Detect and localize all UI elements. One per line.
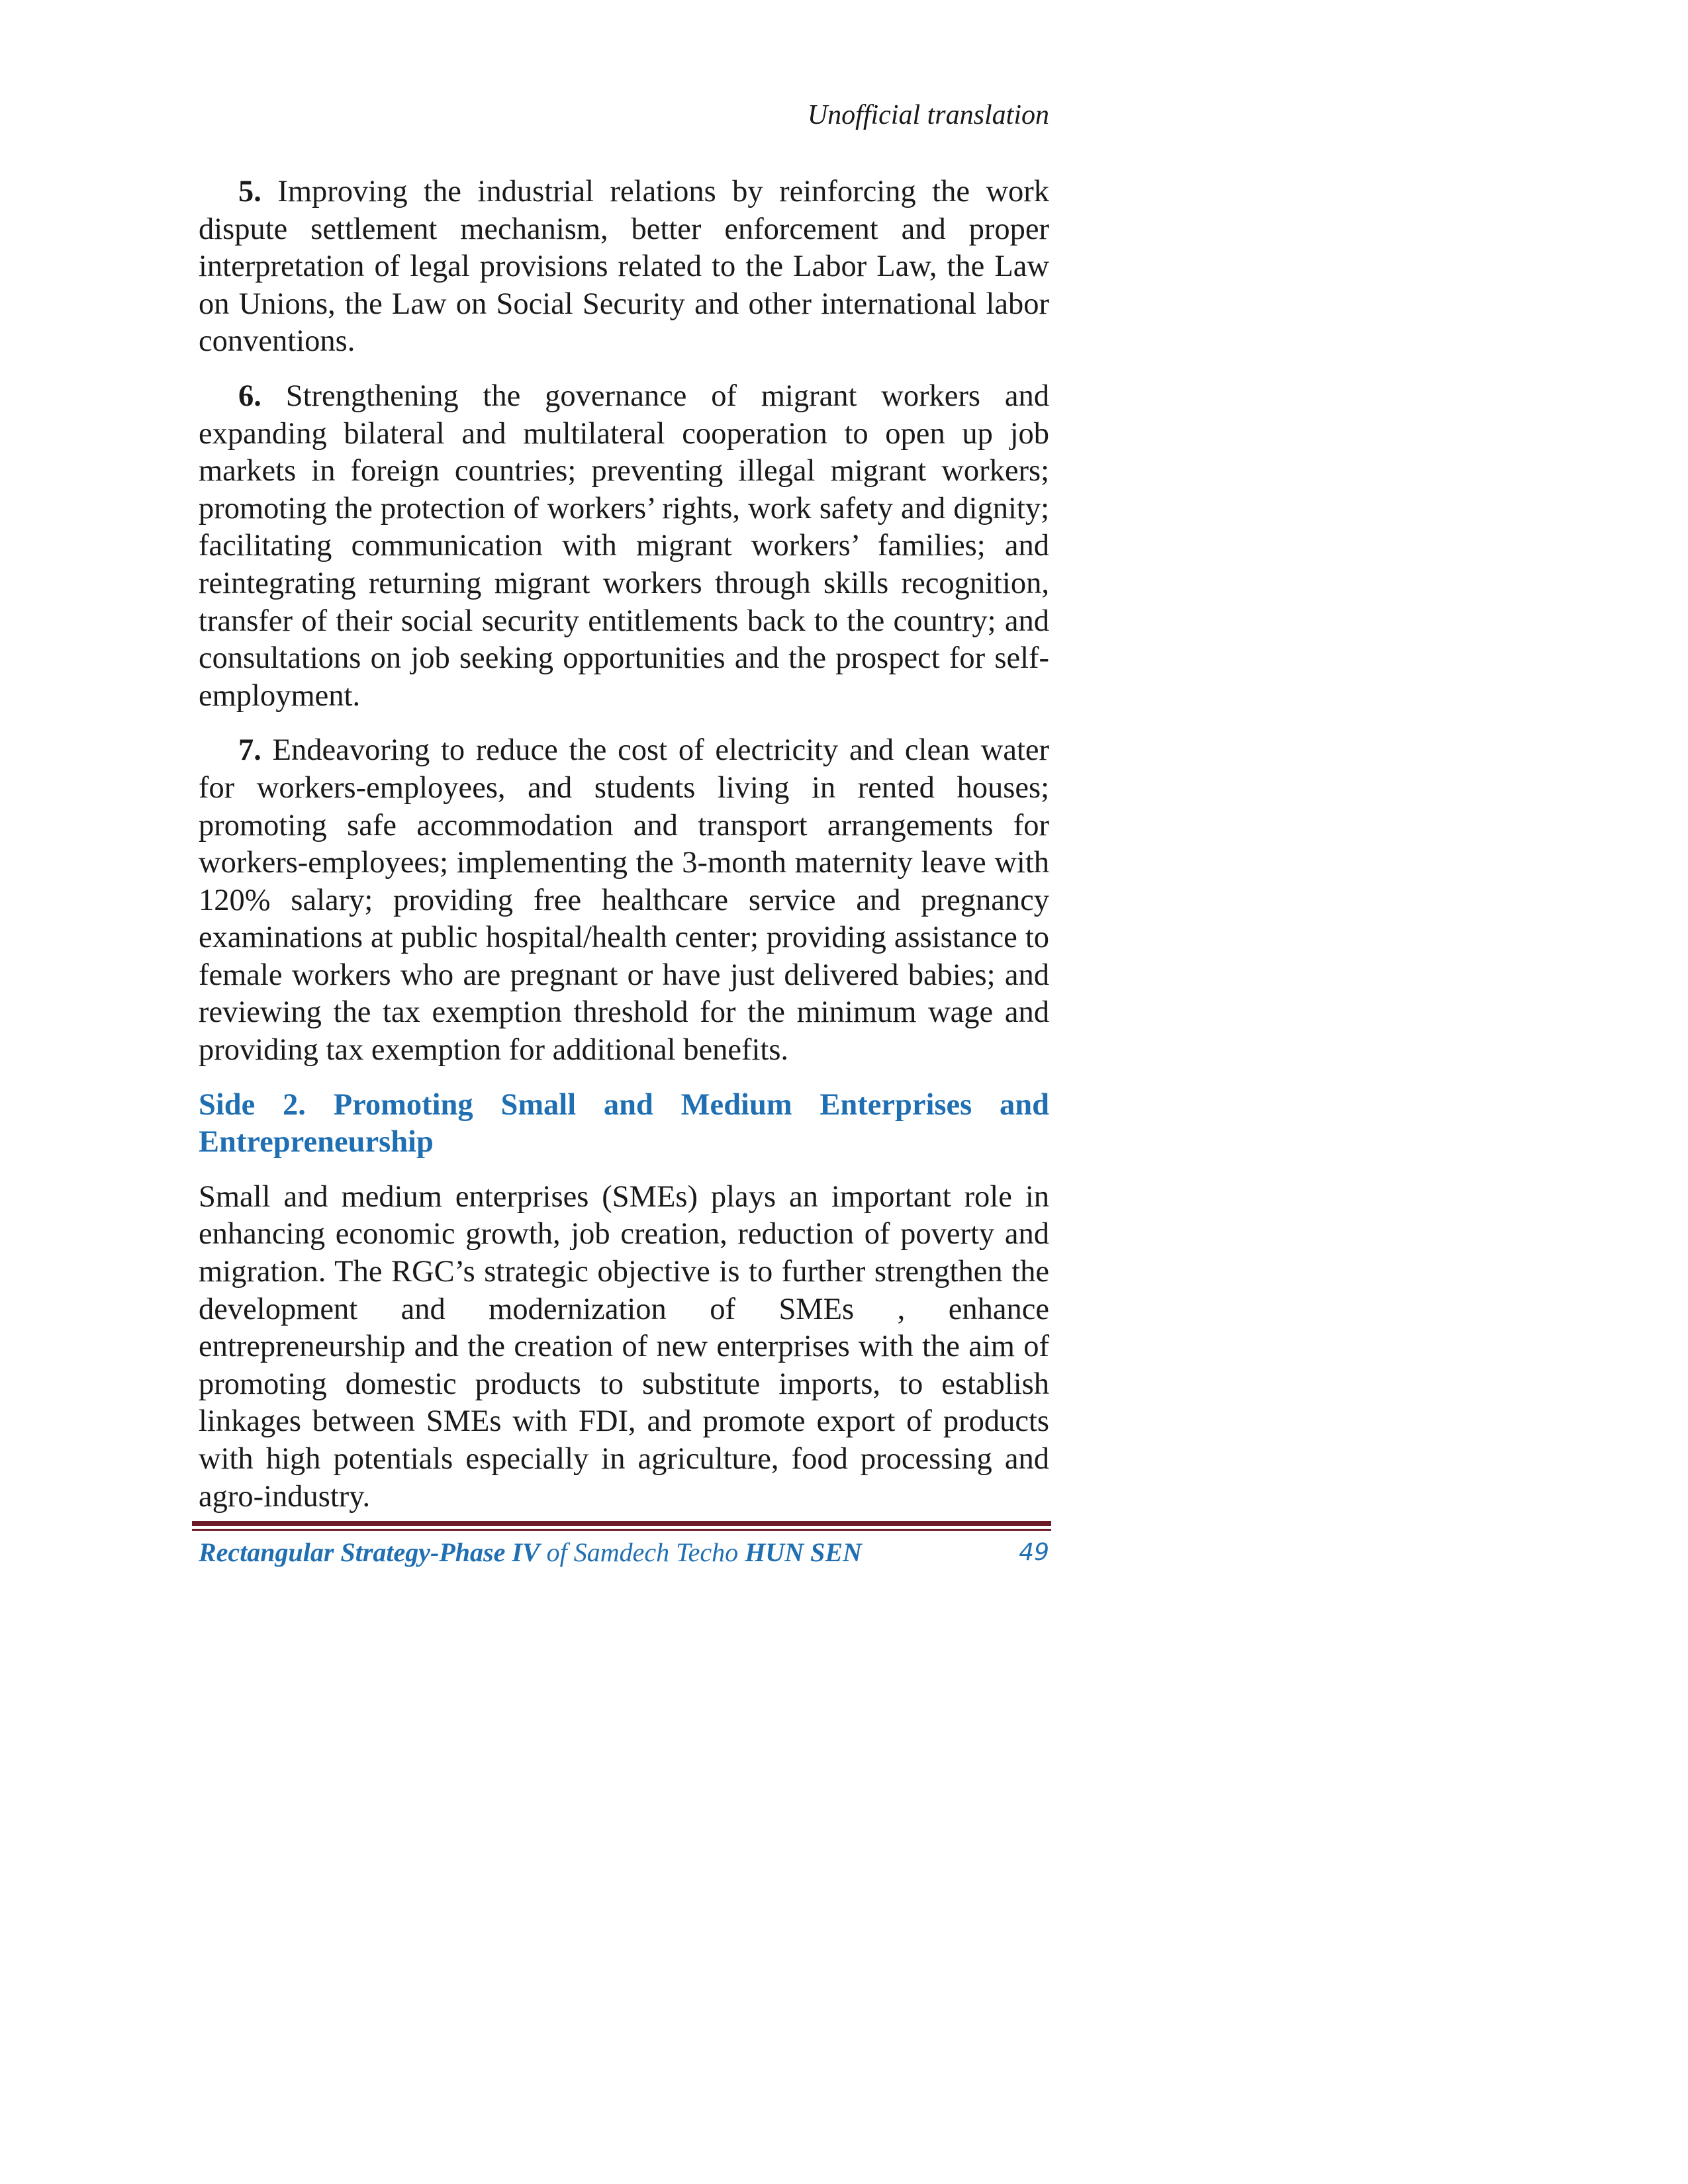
page-footer <box>199 1534 1049 1571</box>
footer-divider-thick <box>192 1521 1051 1526</box>
list-item-text: Strengthening the governance of migrant workers and expanding bilateral and multilateral cooperation to open up job markets in foreign countries; preventing illegal migrant workers; promoting the protection of workers’ rights, work safety and dignity; facilitating communication with migrant workers’ families; and reintegrating returning migrant workers through skills recognition, transfer of their social security entitlements back to the country; and consultations on job seeking opportunities and the prospect for self-employment. <box>199 379 1049 713</box>
list-item-text: Improving the industrial relations by reinforcing the work dispute settlement mechanism, better enforcement and proper interpretation of legal provisions related to the Labor Law, the Law on Unions, the Law on Social Security and other international labor conventions. <box>199 175 1050 359</box>
page-number: 49 <box>1019 1539 1049 1566</box>
section-body-paragraph: Small and medium enterprises (SMEs) plays an important role in enhancing economic growth, job creation, reduction of poverty and migration. The RGC’s strategic objective is to further strengthen the development and modernization of SMEs , enhance entrepreneurship and the creation of new enterprises with the aim of promoting domestic products to substitute imports, to establish linkages between SMEs with FDI, and promote export of products with high potentials especially in agriculture, food processing and agro-industry. <box>199 1179 1049 1514</box>
list-item-5 <box>199 173 1049 361</box>
footer-title-name: HUN SEN <box>745 1537 862 1567</box>
list-item-text: Endeavoring to reduce the cost of electricity and clean water for workers-employees, and students living in rented houses; promoting safe accommodation and transport arrangements for workers-employees; implementing the 3-month maternity leave with 120% salary; providing free healthcare service and pregnancy examinations at public hospital/health center; providing assistance to female workers who are pregnant or have just delivered babies; and reviewing the tax exemption threshold for the minimum wage and providing tax exemption for additional benefits. <box>199 733 1049 1068</box>
list-item-6 <box>199 378 1049 715</box>
unofficial-translation-note: Unofficial translation <box>807 100 1049 130</box>
footer-divider-thin <box>192 1529 1051 1531</box>
list-item-number: 5. <box>238 175 261 208</box>
footer-title-connector: of Samdech Techo <box>539 1537 745 1567</box>
list-item-7 <box>199 732 1049 1069</box>
list-item-number: 7. <box>238 733 261 768</box>
section-heading: Side 2. Promoting Small and Medium Enterprises and Entrepreneurship <box>199 1087 1049 1160</box>
body-column <box>199 173 1049 1533</box>
list-item-number: 6. <box>238 379 261 413</box>
footer-title-strategy: Rectangular Strategy-Phase IV <box>199 1537 540 1567</box>
